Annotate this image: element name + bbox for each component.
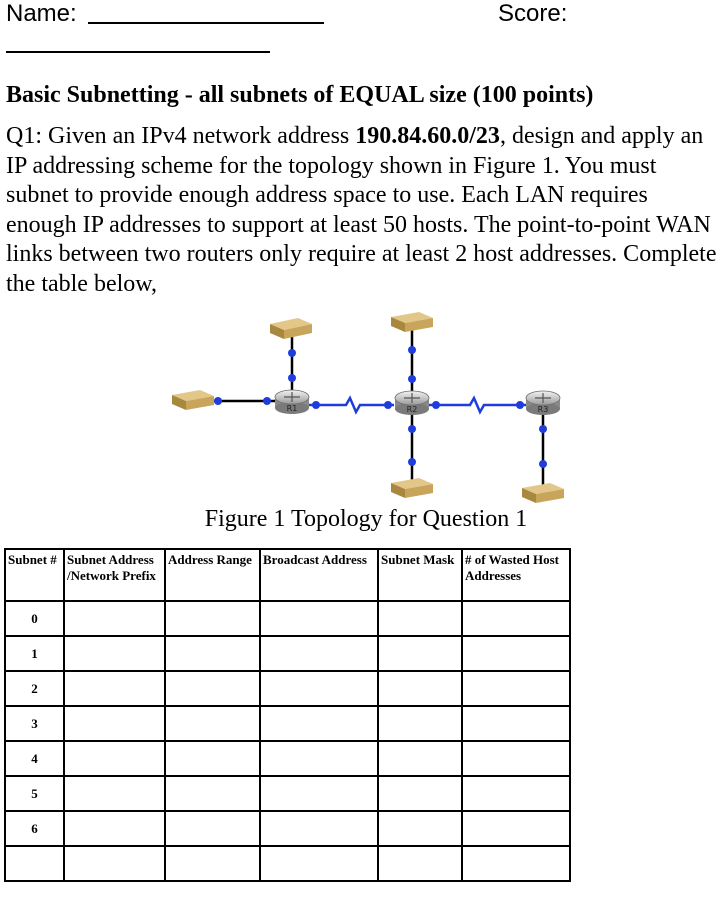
switch-icon	[522, 483, 564, 503]
subnet-mask-input[interactable]	[378, 671, 462, 706]
subnet-address-input[interactable]	[64, 776, 165, 811]
subnet-mask-input[interactable]	[378, 776, 462, 811]
port-dot	[408, 346, 416, 354]
port-dot	[432, 401, 440, 409]
subnet-number-cell: 1	[5, 636, 64, 671]
broadcast-address-input[interactable]	[260, 601, 378, 636]
router-label-r2: R2	[406, 405, 418, 414]
wasted-hosts-input[interactable]	[462, 601, 570, 636]
router-icon-r2	[395, 391, 429, 415]
address-range-input[interactable]	[165, 741, 260, 776]
switch-icon	[391, 312, 433, 332]
name-label: Name:	[6, 0, 77, 27]
figure-caption: Figure 1 Topology for Question 1	[204, 506, 528, 532]
question-prefix: Q1: Given an IPv4 network address	[6, 123, 356, 149]
table-row	[5, 776, 570, 811]
router-label-r1: R1	[286, 404, 298, 413]
port-dot	[539, 425, 547, 433]
network-address: 190.84.60.0/23	[355, 123, 500, 149]
address-range-input[interactable]	[165, 636, 260, 671]
subnet-address-input[interactable]	[64, 846, 165, 881]
broadcast-address-input[interactable]	[260, 776, 378, 811]
question-body: , design and apply an IP addressing scheme for the topology shown in Figure 1. You must subnet to provide enough address space to use. Each LAN requires enough IP addresses to support at least 50 hosts. The point-to-point WAN links between two routers only require at least 2 host addresses. Complete the table below,	[6, 123, 717, 297]
switch-icon	[391, 478, 433, 498]
table-row	[5, 671, 570, 706]
col-wasted-hosts: # of Wasted Host Addresses	[462, 549, 570, 601]
port-dot	[214, 397, 222, 405]
broadcast-address-input[interactable]	[260, 636, 378, 671]
table-row	[5, 601, 570, 636]
port-dot	[384, 401, 392, 409]
port-dot	[408, 458, 416, 466]
subnet-number-cell	[5, 846, 64, 881]
router-icon-r3	[526, 391, 560, 415]
subnet-number-cell: 5	[5, 776, 64, 811]
subnet-mask-input[interactable]	[378, 741, 462, 776]
table-row	[5, 706, 570, 741]
subnet-number-cell: 6	[5, 811, 64, 846]
score-label: Score:	[498, 0, 568, 27]
subnet-address-input[interactable]	[64, 601, 165, 636]
port-dot	[288, 374, 296, 382]
subnet-address-input[interactable]	[64, 811, 165, 846]
subnet-mask-input[interactable]	[378, 811, 462, 846]
subnet-number-cell: 4	[5, 741, 64, 776]
wasted-hosts-input[interactable]	[462, 671, 570, 706]
wan-link-r2-r3	[426, 398, 530, 412]
table-row	[5, 811, 570, 846]
table-row	[5, 846, 570, 881]
col-subnet-mask: Subnet Mask	[378, 549, 462, 601]
router-label-r3: R3	[537, 405, 549, 414]
wasted-hosts-input[interactable]	[462, 706, 570, 741]
broadcast-address-input[interactable]	[260, 671, 378, 706]
subnet-address-input[interactable]	[64, 636, 165, 671]
subnet-mask-input[interactable]	[378, 846, 462, 881]
address-range-input[interactable]	[165, 811, 260, 846]
wasted-hosts-input[interactable]	[462, 636, 570, 671]
wasted-hosts-input[interactable]	[462, 846, 570, 881]
port-dot	[312, 401, 320, 409]
port-dot	[408, 375, 416, 383]
port-dot	[288, 349, 296, 357]
table-header-row	[5, 549, 570, 601]
col-broadcast-address: Broadcast Address	[260, 549, 378, 601]
col-address-range: Address Range	[165, 549, 260, 601]
port-markers	[214, 346, 547, 468]
section-title: Basic Subnetting - all subnets of EQUAL size (100 points)	[6, 82, 594, 108]
col-subnet-number: Subnet #	[5, 549, 64, 601]
broadcast-address-input[interactable]	[260, 846, 378, 881]
name-blank-line[interactable]	[88, 22, 324, 24]
broadcast-address-input[interactable]	[260, 811, 378, 846]
port-dot	[263, 397, 271, 405]
question-text	[6, 122, 718, 300]
port-dot	[539, 460, 547, 468]
address-range-input[interactable]	[165, 601, 260, 636]
subnet-mask-input[interactable]	[378, 706, 462, 741]
subnet-number-cell: 3	[5, 706, 64, 741]
subnet-table	[4, 548, 571, 882]
subnet-address-input[interactable]	[64, 671, 165, 706]
address-range-input[interactable]	[165, 671, 260, 706]
port-dot	[408, 425, 416, 433]
subnet-address-input[interactable]	[64, 741, 165, 776]
table-body	[5, 601, 570, 881]
table-row	[5, 636, 570, 671]
broadcast-address-input[interactable]	[260, 741, 378, 776]
address-range-input[interactable]	[165, 706, 260, 741]
subnet-number-cell: 0	[5, 601, 64, 636]
topology-diagram	[0, 300, 720, 505]
address-range-input[interactable]	[165, 776, 260, 811]
table-row	[5, 741, 570, 776]
port-dot	[516, 401, 524, 409]
subnet-number-cell: 2	[5, 671, 64, 706]
router-icon-r1	[275, 390, 309, 414]
switch-icon	[172, 390, 214, 410]
col-subnet-address: Subnet Address /Network Prefix	[64, 549, 165, 601]
wasted-hosts-input[interactable]	[462, 741, 570, 776]
address-range-input[interactable]	[165, 846, 260, 881]
broadcast-address-input[interactable]	[260, 706, 378, 741]
wasted-hosts-input[interactable]	[462, 776, 570, 811]
switch-icon	[270, 318, 312, 339]
wasted-hosts-input[interactable]	[462, 811, 570, 846]
subnet-mask-input[interactable]	[378, 601, 462, 636]
ethernet-links	[204, 328, 543, 486]
subnet-address-input[interactable]	[64, 706, 165, 741]
score-blank-line[interactable]	[6, 51, 270, 53]
subnet-mask-input[interactable]	[378, 636, 462, 671]
